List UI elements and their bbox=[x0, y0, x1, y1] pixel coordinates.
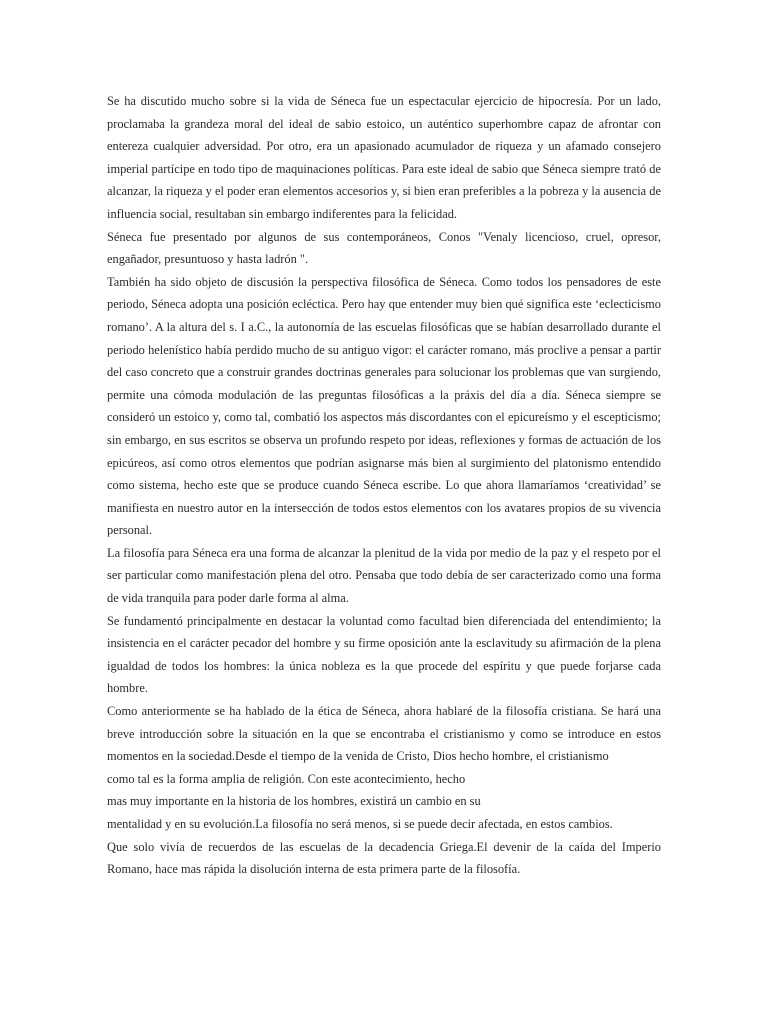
paragraph-greek-decadence: Que solo vivía de recuerdos de las escuelas de la decadencia Griega.El devenir de la caída del Imperio Romano, hace mas rápida la disolución interna de esta primera parte de la filosofía. bbox=[107, 839, 661, 877]
paragraph-christian-philosophy: Como anteriormente se ha hablado de la ética de Séneca, ahora hablaré de la filosofía cristiana. Se hará una breve introducción sobre la situación en la que se encontraba el cristianismo y como se introduce en estos momentos en la sociedad.Desde el tiempo de la venida de Cristo, Dios hecho hombre, el cristianismo bbox=[107, 704, 661, 764]
paragraph-will-and-equality: Se fundamentó principalmente en destacar la voluntad como facultad bien diferenciada del entendimiento; la insistencia en el carácter pecador del hombre y su firme oposición ante la esclavitudy su afirmación de la plena igualdad de todos los hombres: la única nobleza es la que procede del espíritu y que puede forjarse cada hombre. bbox=[107, 613, 661, 696]
document-page bbox=[107, 90, 661, 881]
paragraph-seneca-life: Se ha discutido mucho sobre si la vida de Séneca fue un espectacular ejercicio de hipocresía. Por un lado, proclamaba la grandeza moral del ideal de sabio estoico, un auténtico superhombre capaz de afrontar con entereza cualquier adversidad. Por otro, era un apasionado acumulador de riqueza y un afamado consejero imperial partícipe en todo tipo de maquinaciones políticas. Para este ideal de sabio que Séneca siempre trató de alcanzar, la riqueza y el poder eran elementos accesorios y, si bien eran preferibles a la pobreza y la ausencia de influencia social, resultaban sin embargo indiferentes para la felicidad. bbox=[107, 94, 661, 221]
line-mentality: mentalidad y en su evolución.La filosofía no será menos, si se puede decir afectada, en estos cambios. bbox=[107, 817, 613, 831]
paragraph-philosophical-perspective: También ha sido objeto de discusión la perspectiva filosófica de Séneca. Como todos los pensadores de este periodo, Séneca adopta una posición ecléctica. Pero hay que entender muy bien qué significa este ‘eclecticismo romano’. A la altura del s. I a.C., la autonomía de las escuelas filosóficas que se habían desarrollado durante el periodo helenístico había perdido mucho de su antiguo vigor: el carácter romano, más proclive a pensar a partir del caso concreto que a construir grandes doctrinas generales para solucionar los problemas que van surgiendo, permite una cómoda modulación de las preguntas filosóficas a la práxis del día a día. Séneca siempre se consideró un estoico y, como tal, combatió los aspectos más discordantes con el epicureísmo y el escepticismo; sin embargo, en sus escritos se observa un profundo respeto por ideas, reflexiones y formas de actuación de los epicúreos, así como otros elementos que podrían asignarse más bien al surgimiento del platonismo entendido como sistema, hecho este que se produce cuando Séneca escribe. Lo que ahora llamaríamos ‘creatividad’ se manifiesta en nuestro autor en la intersección de todos estos elementos con los avatares propios de su vivencia personal. bbox=[107, 274, 661, 538]
line-religion: como tal es la forma amplia de religión. Con este acontecimiento, hecho bbox=[107, 771, 466, 786]
line-history-change: mas muy importante en la historia de los hombres, existirá un cambio en su bbox=[107, 794, 481, 809]
paragraph-philosophy-for-seneca: La filosofía para Séneca era una forma de alcanzar la plenitud de la vida por medio de la paz y el respeto por el ser particular como manifestación plena del otro. Pensaba que todo debía de ser caracterizado como una forma de vida tranquila para poder darle forma al alma. bbox=[107, 545, 661, 606]
paragraph-contemporaries: Séneca fue presentado por algunos de sus contemporáneos, Conos "Venaly licencioso, cruel, opresor, engañador, presuntuoso y hasta ladrón ". bbox=[107, 229, 661, 267]
